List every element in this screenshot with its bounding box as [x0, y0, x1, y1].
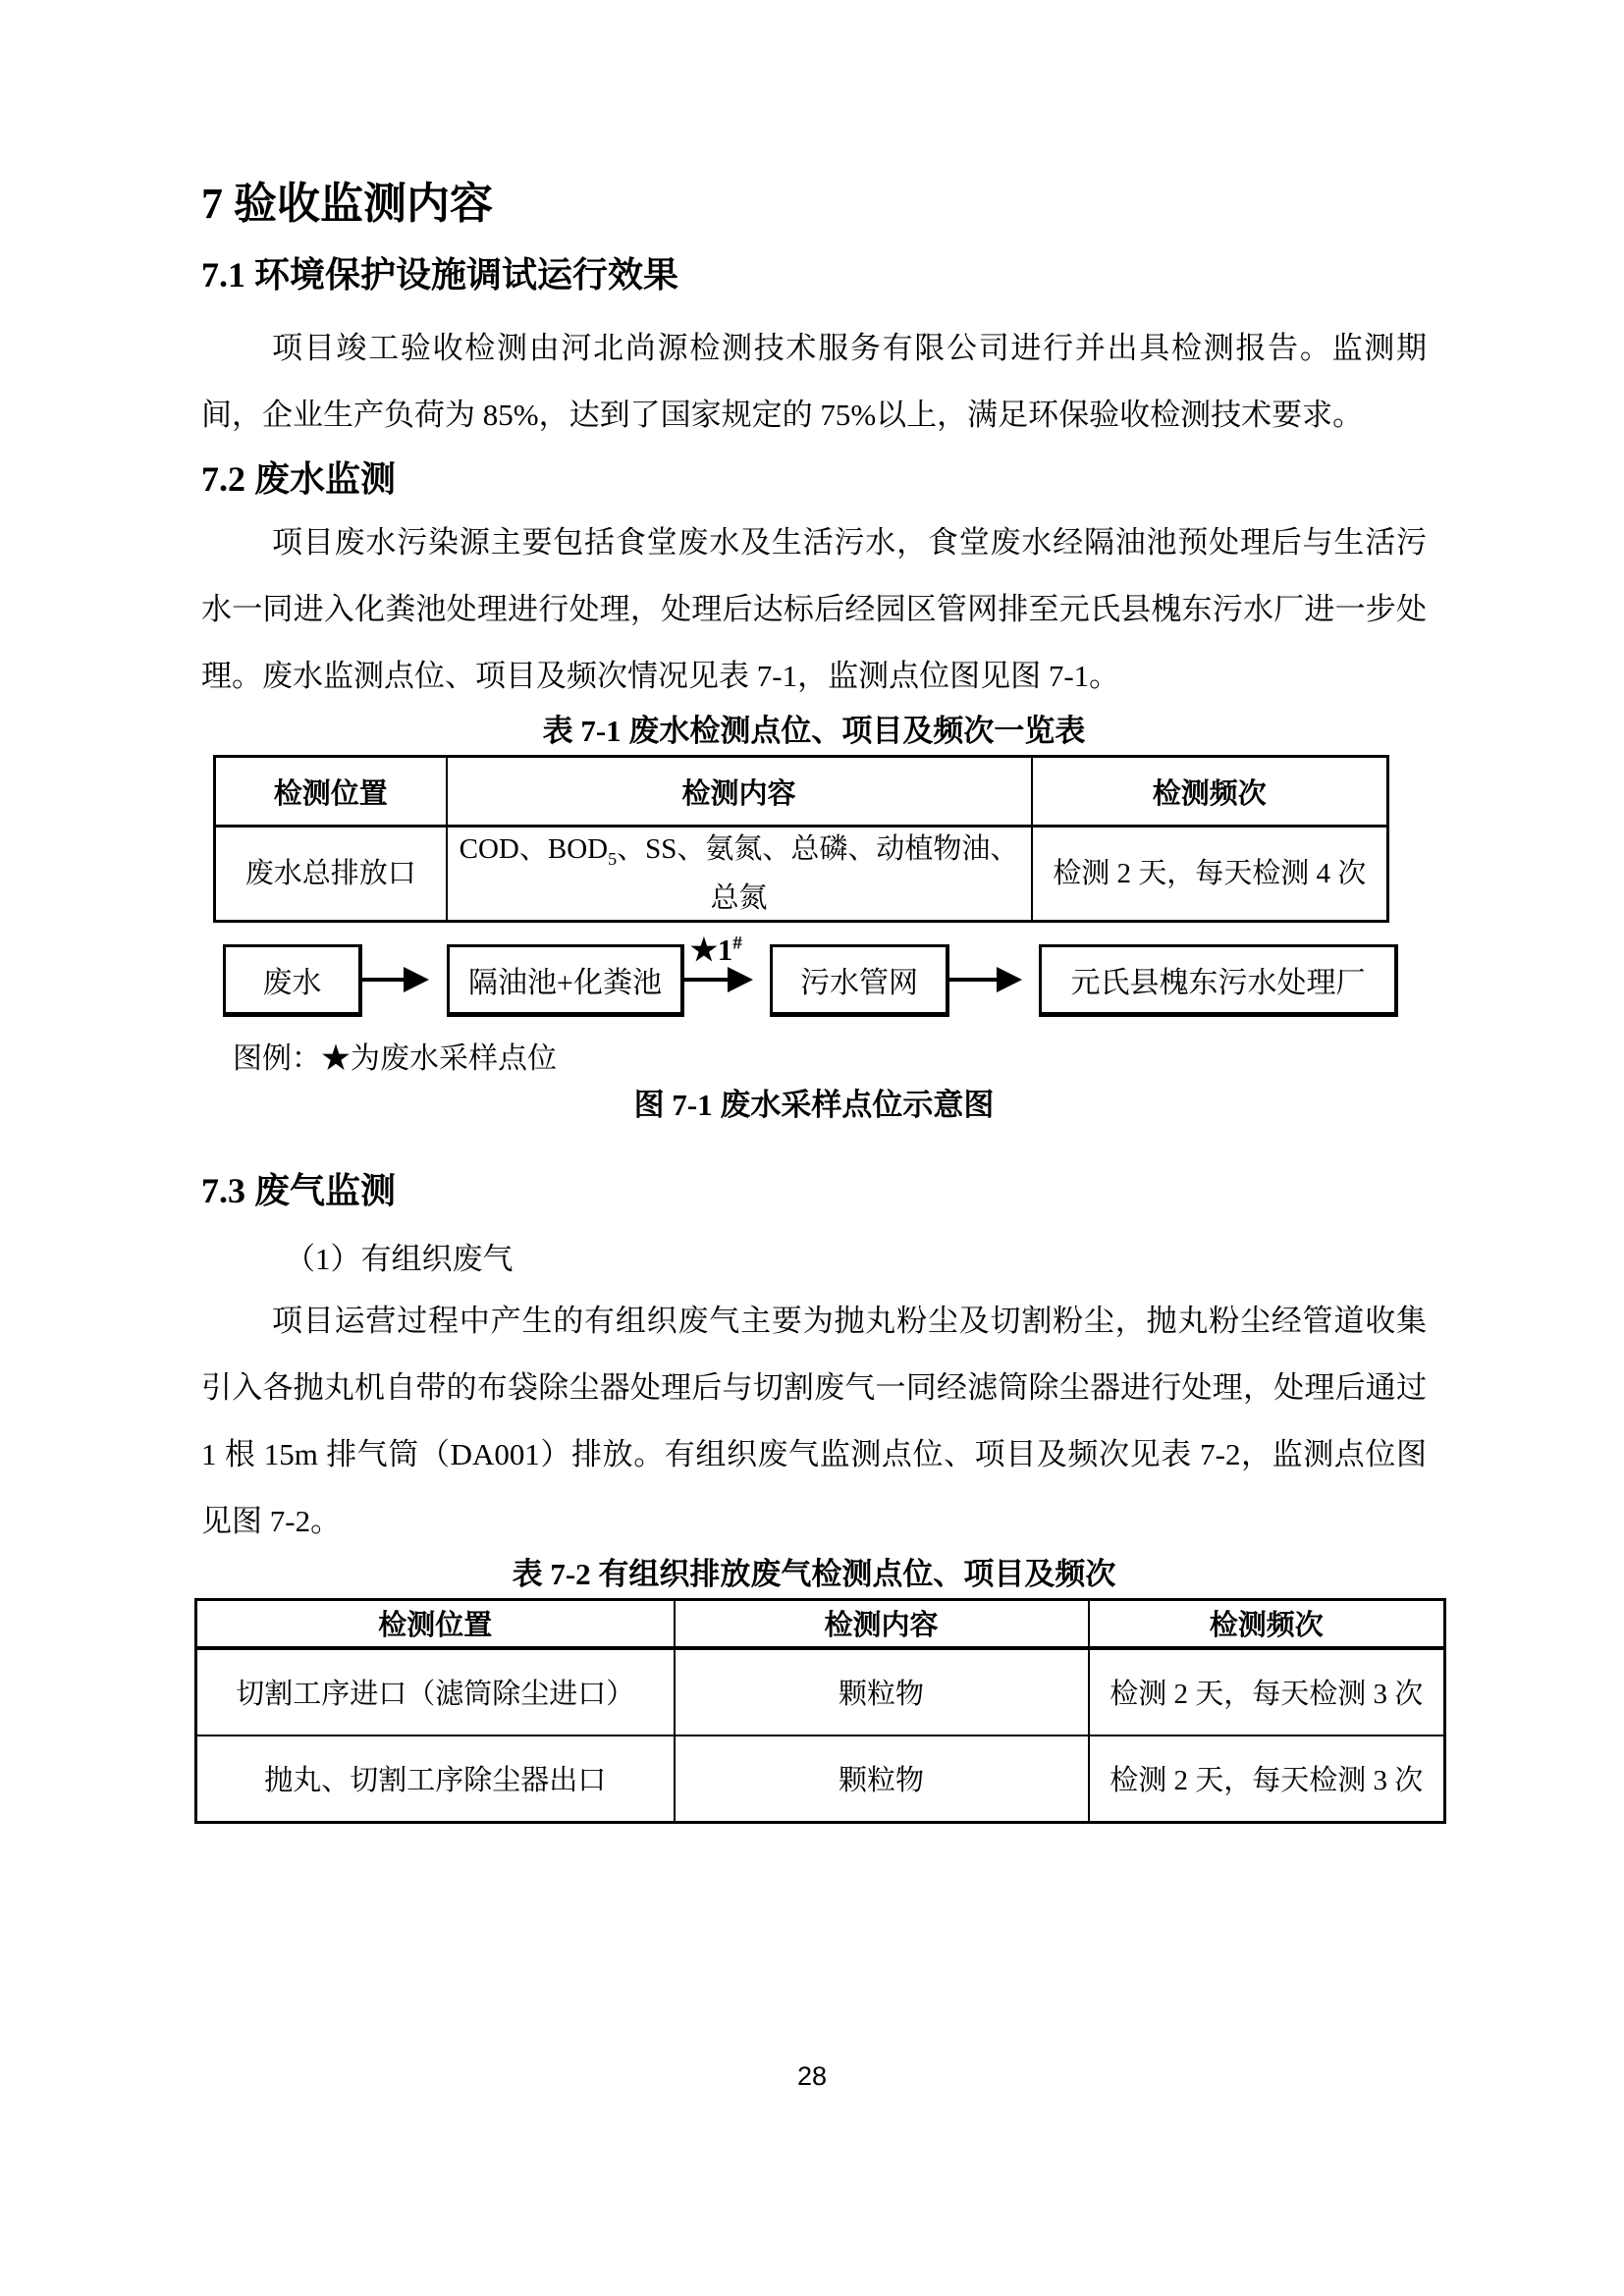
paragraph-7-2: 项目废水污染源主要包括食堂废水及生活污水，食堂废水经隔油池预处理后与生活污水一同进入化粪池处理进行处理，处理后达标后经园区管网排至元氏县槐东污水厂进一步处理。废水监测点位、项目及频次情况见表 7-1，监测点位图见图 7-1。: [201, 525, 1427, 693]
document-content: [201, 0, 1427, 1824]
table-row: [215, 827, 1388, 922]
table-7-2-header-frequency: 检测频次: [1089, 1599, 1445, 1648]
table-row: [196, 1648, 1445, 1735]
cell-content: [447, 827, 1032, 922]
chapter-heading: 7 验收监测内容: [201, 180, 493, 228]
section-heading-7-1: 7.1 环境保护设施调试运行效果: [201, 255, 679, 294]
cell-content: 颗粒物: [675, 1735, 1089, 1823]
table-7-2: [194, 1598, 1446, 1824]
cell-location: 废水总排放口: [215, 827, 447, 922]
table-7-1-header-row: [215, 757, 1388, 827]
subsection-heading-organized-gas: （1）有组织废气: [285, 1241, 514, 1276]
flow-box-sewage-network: 污水管网: [770, 944, 949, 1017]
flow-arrow-icon: [949, 978, 1018, 982]
cell-location: 抛丸、切割工序除尘器出口: [196, 1735, 675, 1823]
page-number: 28: [796, 2061, 828, 2091]
sample-point-number: 1: [717, 932, 733, 967]
cell-frequency: 检测 2 天，每天检测 3 次: [1089, 1648, 1445, 1735]
table-7-2-header-content: 检测内容: [675, 1599, 1089, 1648]
sample-point-marker: [688, 933, 744, 968]
figure-7-1-caption: 图 7-1 废水采样点位示意图: [633, 1087, 995, 1122]
table-7-1-caption: 表 7-1 废水检测点位、项目及频次一览表: [542, 714, 1086, 748]
flow-arrow-icon: [362, 978, 425, 982]
flow-box-treatment-plant: 元氏县槐东污水处理厂: [1039, 944, 1398, 1017]
cell-content-pre: COD、BOD: [459, 833, 609, 865]
table-7-2-header-location: 检测位置: [196, 1599, 675, 1648]
flow-box-wastewater: 废水: [223, 944, 362, 1017]
table-7-1-header-frequency: 检测频次: [1032, 757, 1388, 827]
cell-content: 颗粒物: [675, 1648, 1089, 1735]
sample-point-superscript: #: [732, 933, 742, 954]
section-heading-7-2: 7.2 废水监测: [201, 459, 397, 499]
flow-arrow-icon: [684, 978, 749, 982]
star-icon: ★: [690, 932, 718, 967]
table-7-1: [213, 755, 1389, 923]
paragraph-7-1: 项目竣工验收检测由河北尚源检测技术服务有限公司进行并出具检测报告。监测期间，企业生产负荷为 85%，达到了国家规定的 75%以上，满足环保验收检测技术要求。: [201, 331, 1427, 432]
flow-box-grease-trap-septic-tank: 隔油池+化粪池: [447, 944, 684, 1017]
cell-frequency: 检测 2 天，每天检测 3 次: [1089, 1735, 1445, 1823]
wastewater-flow-diagram: [201, 932, 1427, 1019]
table-7-1-header-content: 检测内容: [447, 757, 1032, 827]
section-heading-7-3: 7.3 废气监测: [201, 1170, 397, 1210]
cell-frequency: 检测 2 天，每天检测 4 次: [1032, 827, 1388, 922]
table-7-2-header-row: [196, 1599, 1445, 1648]
paragraph-7-3: 项目运营过程中产生的有组织废气主要为抛丸粉尘及切割粉尘，抛丸粉尘经管道收集引入各抛丸机自带的布袋除尘器处理后与切割废气一同经滤筒除尘器进行处理，处理后通过 1 根 15m 排气筒（DA001）排放。有组织废气监测点位、项目及频次见表 7-2，监测点位图见图 7-2。: [201, 1303, 1427, 1538]
figure-legend: 图例：★为废水采样点位: [233, 1041, 557, 1075]
table-7-2-caption: 表 7-2 有组织排放废气检测点位、项目及频次: [512, 1556, 1116, 1591]
table-7-1-header-location: 检测位置: [215, 757, 447, 827]
table-row: [196, 1735, 1445, 1823]
cell-location: 切割工序进口（滤筒除尘进口）: [196, 1648, 675, 1735]
cell-content-post: 、SS、氨氮、总磷、动植物油、总氮: [617, 833, 1019, 914]
cell-content-subscript: 5: [608, 848, 618, 869]
